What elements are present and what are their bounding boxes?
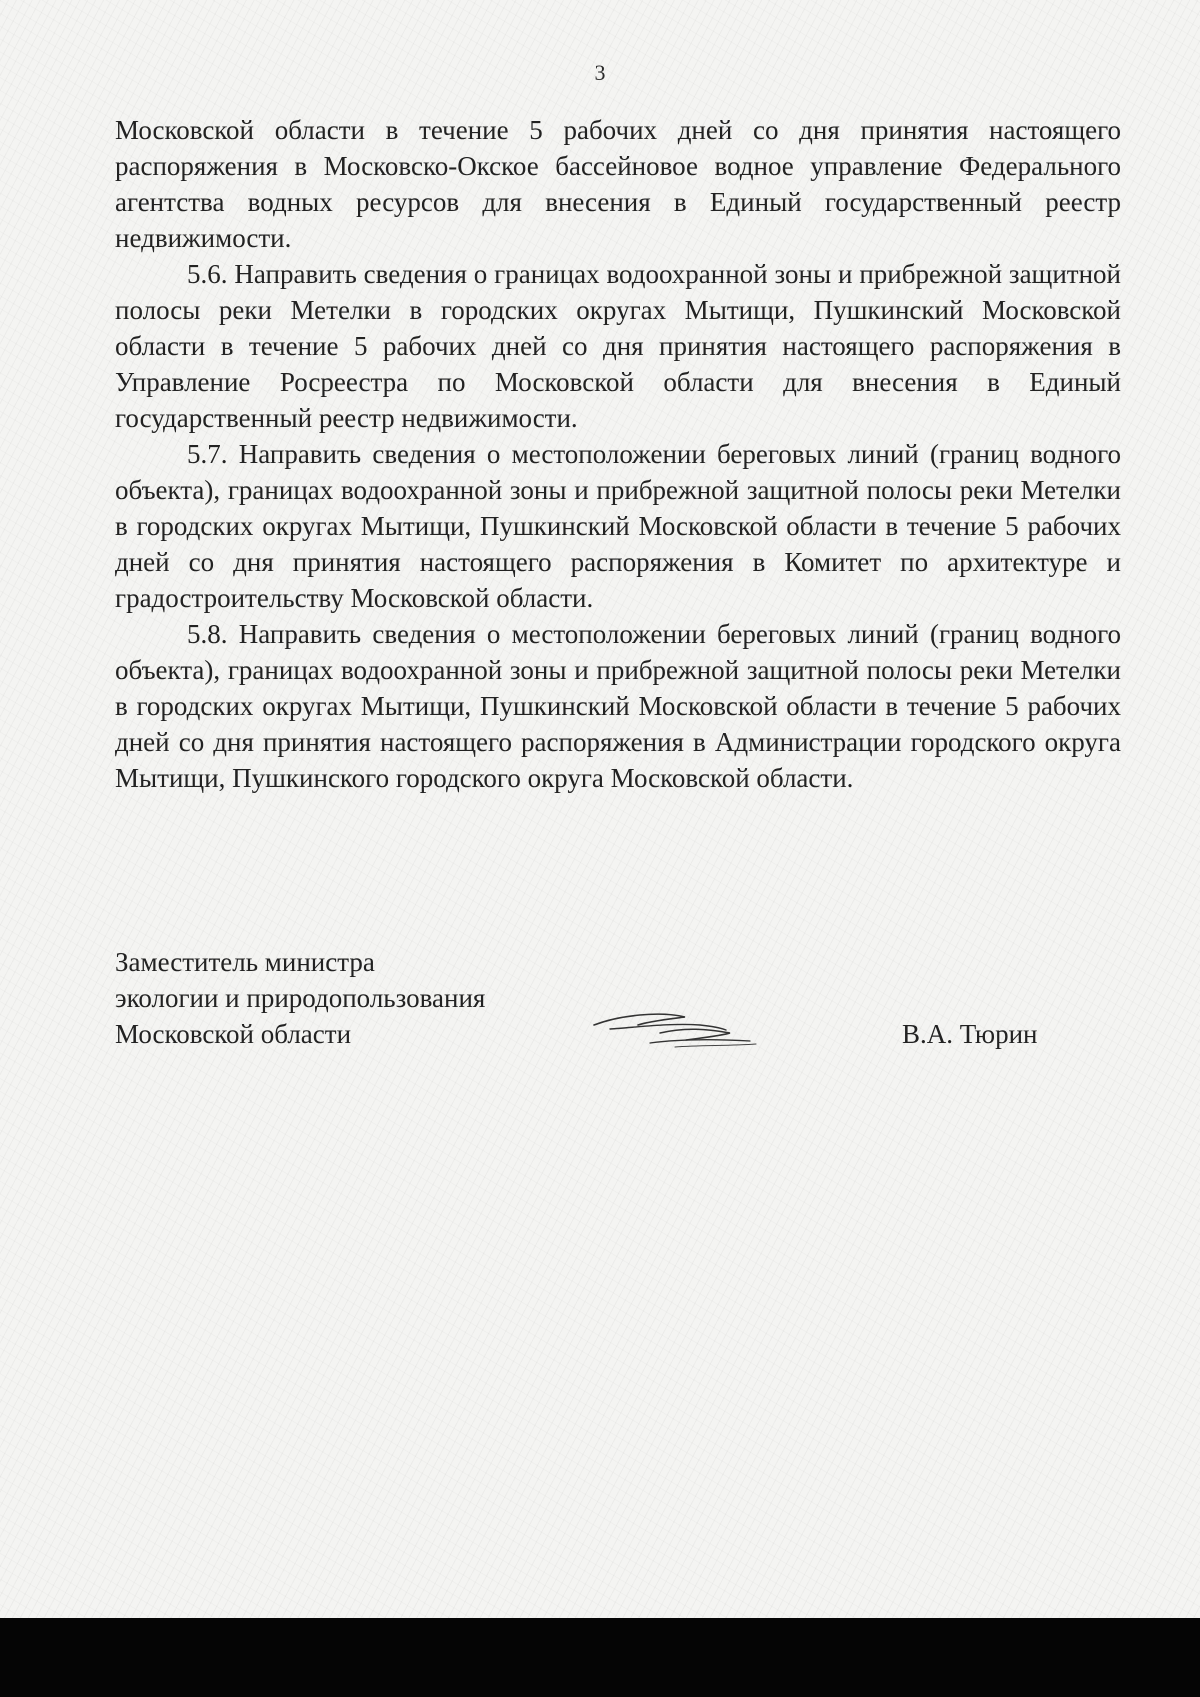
signatory-position-line-1: Заместитель министра <box>115 947 375 977</box>
document-body <box>115 112 1121 796</box>
signatory-name: В.А. Тюрин <box>902 1019 1038 1049</box>
signatory-position-line-3: Московской области <box>115 1019 352 1049</box>
signatory-position-line-2: экологии и природопользования <box>115 983 486 1013</box>
paragraph-5-8: 5.8. Направить сведения о местоположении береговых линий (границ водного объекта), границах водоохранной зоны и прибрежной защитной полосы реки Метелки в городских округах Мытищи, Пушкинский Московской области в течение 5 рабочих дней со дня принятия настоящего распоряжения в Администрации городского округа Мытищи, Пушкинского городского округа Московской области. <box>115 619 1121 793</box>
paragraph-5-6: 5.6. Направить сведения о границах водоохранной зоны и прибрежной защитной полосы реки Метелки в городских округах Мытищи, Пушкинский Московской области в течение 5 рабочих дней со дня принятия настоящего распоряжения в Управление Росреестра по Московской области для внесения в Единый государственный реестр недвижимости. <box>115 259 1121 433</box>
scan-border <box>0 1618 1200 1697</box>
page-number: 3 <box>594 60 606 85</box>
paragraph-5-7: 5.7. Направить сведения о местоположении береговых линий (границ водного объекта), границах водоохранной зоны и прибрежной защитной полосы реки Метелки в городских округах Мытищи, Пушкинский Московской области в течение 5 рабочих дней со дня принятия настоящего распоряжения в Комитет по архитектуре и градостроительству Московской области. <box>115 439 1121 613</box>
handwritten-signature <box>590 1003 760 1053</box>
paragraph-continuation: Московской области в течение 5 рабочих дней со дня принятия настоящего распоряжения в Московско-Окское бассейновое водное управление Федерального агентства водных ресурсов для внесения в Единый государственный реестр недвижимости. <box>115 115 1121 253</box>
signatory-position <box>115 944 485 1052</box>
